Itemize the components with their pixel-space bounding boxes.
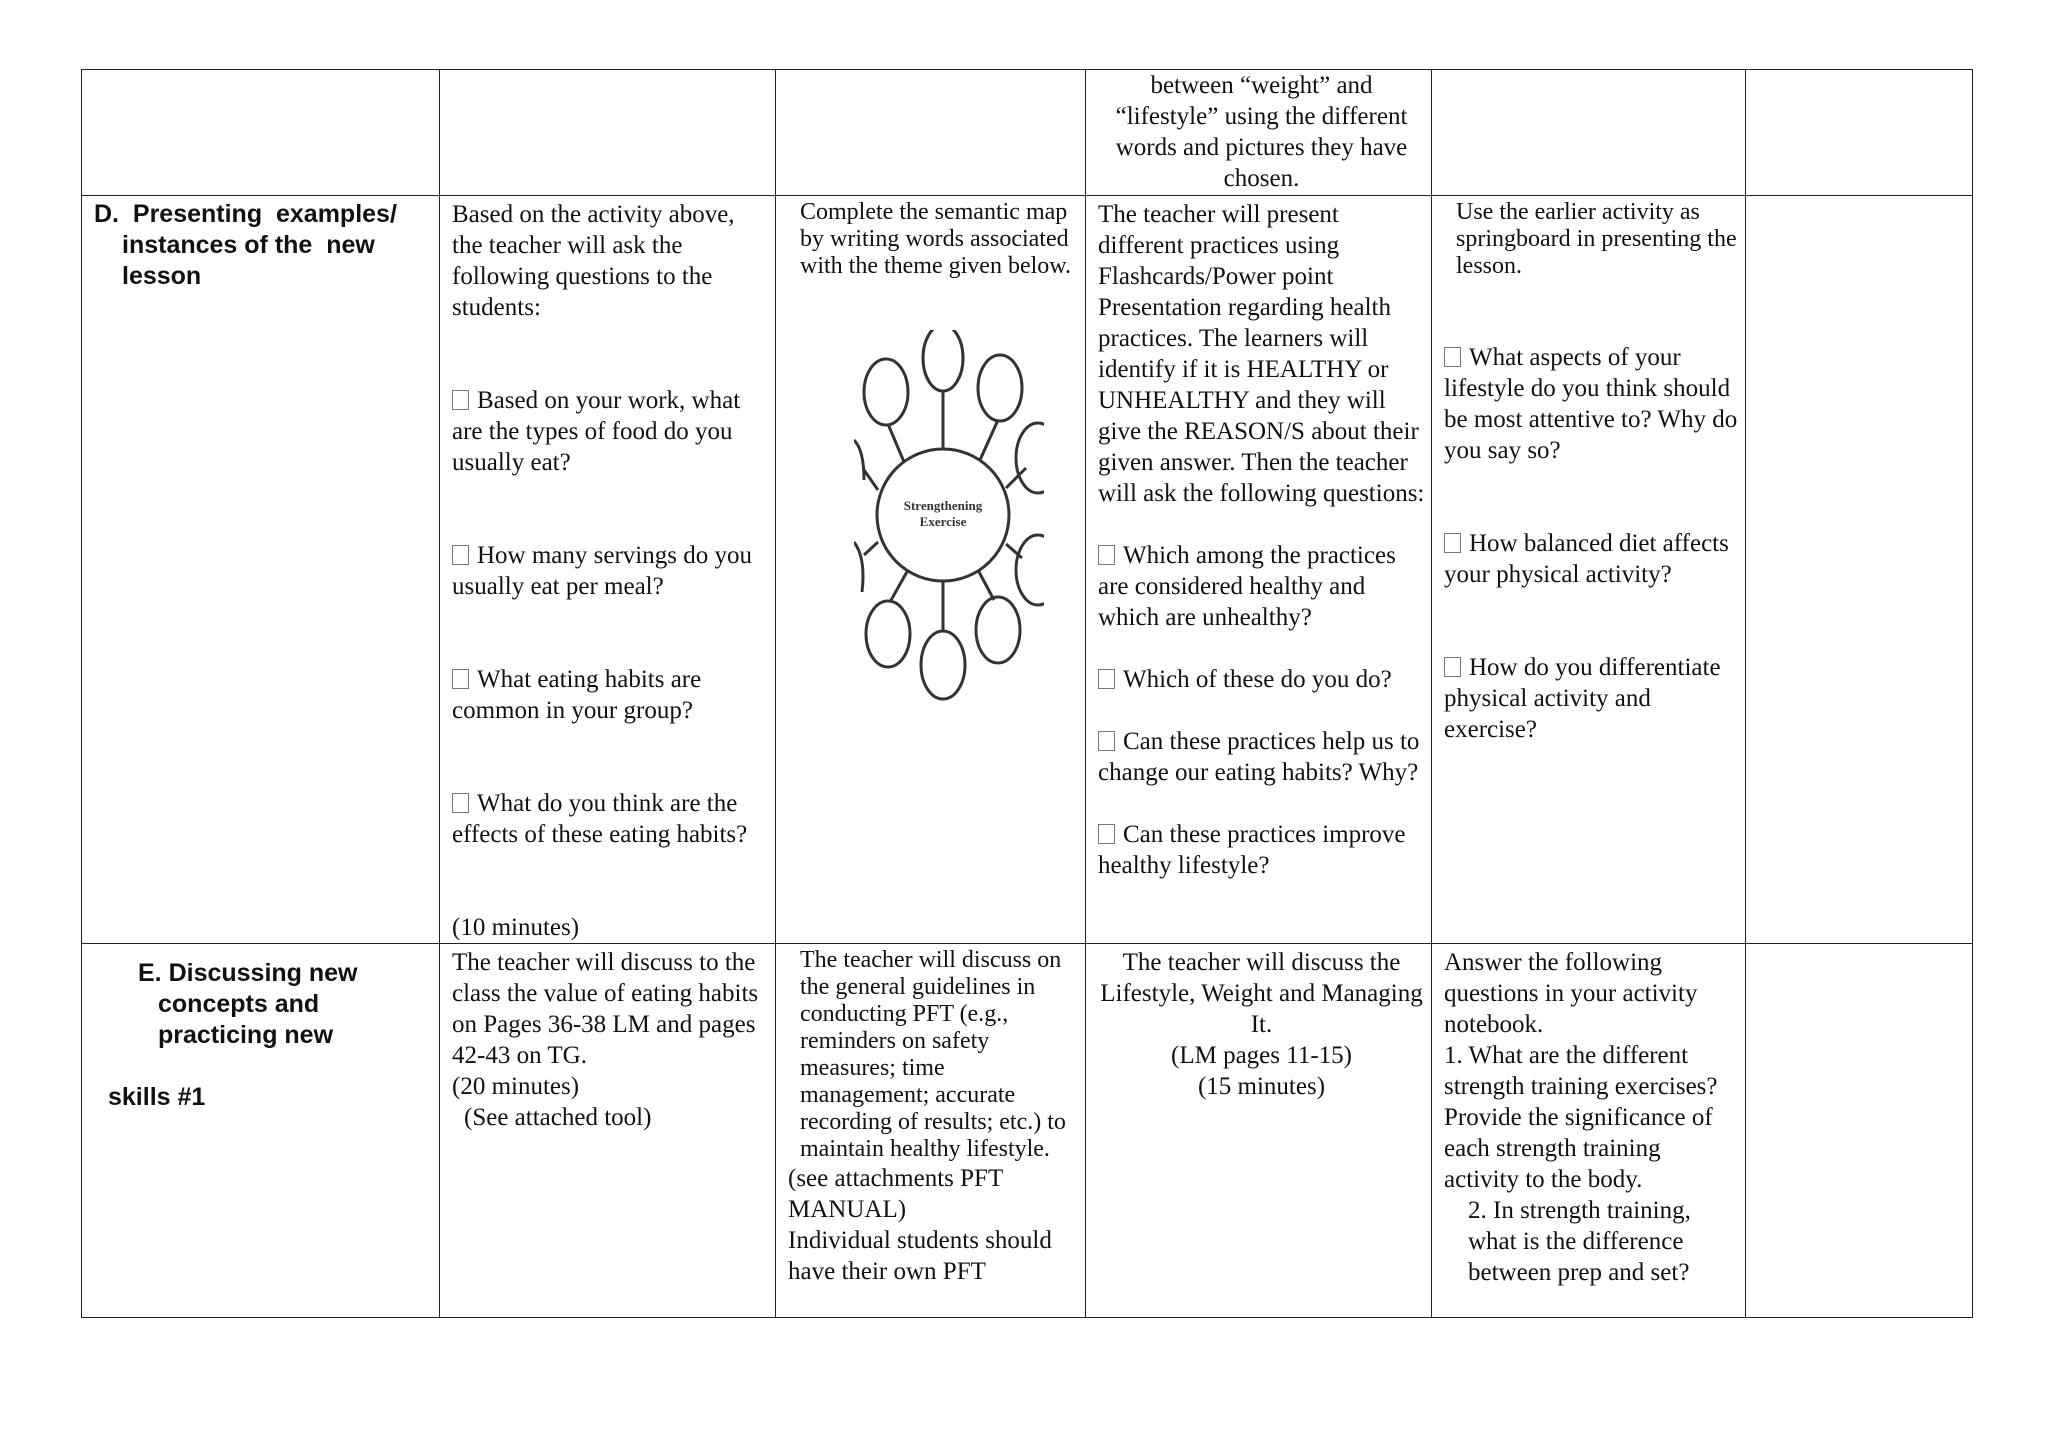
row-d-col4-q2 [1444, 528, 1739, 590]
row-c-col3 [1086, 70, 1432, 196]
row-e-col2-attach: (see attachments PFT MANUAL) [788, 1165, 1010, 1223]
checkbox-bullet-icon [1098, 669, 1115, 689]
row-d-col5 [1746, 196, 1973, 944]
checkbox-bullet-icon [452, 669, 469, 689]
row-d-col1-q4-text: What do you think are the effects of these eating habits? [452, 790, 748, 848]
checkbox-bullet-icon [1444, 347, 1461, 367]
row-e-label-line1: E. Discussing new [138, 959, 358, 987]
row-d-col3-intro: The teacher will present different practices using Flashcards/Power point Presentation regarding health practices. The learners will identify if it is HEALTHY or UNHEALTHY and they will give the REASON/S about their given answer. Then the teacher will ask the following questions: [1098, 201, 1426, 507]
row-d-col2 [776, 196, 1086, 944]
row-c-col2 [776, 70, 1086, 196]
checkbox-bullet-icon [452, 390, 469, 410]
row-e-col4-intro: Answer the following questions in your activity notebook. [1444, 949, 1704, 1038]
semantic-map-bubble [978, 355, 1022, 421]
semantic-map-bubble [864, 359, 908, 425]
row-d-col4-q1-text: What aspects of your lifestyle do you think should be most attentive to? Why do you say so? [1444, 344, 1744, 464]
row-d-col3 [1086, 196, 1432, 944]
row-d-label [82, 196, 440, 944]
semantic-map-bubble [976, 597, 1020, 663]
row-e-col3-line3: (15 minutes) [1197, 1073, 1326, 1100]
checkbox-bullet-icon [1098, 545, 1115, 565]
row-d-col3-q4 [1098, 819, 1425, 881]
row-e-col1-time: (20 minutes) [452, 1073, 580, 1100]
checkbox-bullet-icon [1444, 533, 1461, 553]
row-d-col1 [440, 196, 776, 944]
row-d-col3-q1-text: Which among the practices are considered healthy and which are unhealthy? [1098, 542, 1403, 631]
row-e-col4-q2: 2. In strength training, what is the difference between prep and set? [1468, 1197, 1698, 1286]
row-d-col4-q3 [1444, 652, 1739, 745]
semantic-map-bubble [1016, 535, 1044, 605]
row-e-col3-line1: The teacher will discuss the Lifestyle, Weight and Managing It. [1100, 949, 1429, 1038]
row-d-col4 [1432, 196, 1746, 944]
row-e-col4 [1432, 944, 1746, 1318]
row-e-col5 [1746, 944, 1973, 1318]
row-d [82, 196, 1973, 944]
row-d-col3-q4-text: Can these practices improve healthy lifestyle? [1098, 821, 1412, 879]
row-d-col1-q1-text: Based on your work, what are the types of food do you usually eat? [452, 387, 747, 476]
row-e-col4-q1: 1. What are the different strength training exercises? Provide the significance of each strength training activity to the body. [1444, 1042, 1724, 1193]
row-d-col1-q3-text: What eating habits are common in your group? [452, 666, 708, 724]
checkbox-bullet-icon [1444, 657, 1461, 677]
row-d-col4-intro: Use the earlier activity as springboard in presenting the lesson. [1456, 199, 1743, 279]
row-d-col3-q2-text: Which of these do you do? [1123, 666, 1392, 693]
row-d-col1-q2 [452, 540, 769, 602]
row-d-label-line2: instances of the new lesson [122, 231, 382, 290]
semantic-map-center-label-2: Exercise [919, 514, 967, 529]
row-d-col4-q3-text: How do you differentiate physical activity and exercise? [1444, 654, 1727, 743]
row-e-label-line2: concepts and practicing new [158, 990, 334, 1049]
row-d-col4-q2-text: How balanced diet affects your physical activity? [1444, 530, 1736, 588]
row-e [82, 944, 1973, 1318]
checkbox-bullet-icon [452, 793, 469, 813]
row-d-col1-q3 [452, 664, 769, 726]
row-e-col3 [1086, 944, 1432, 1318]
row-c-col5 [1746, 70, 1973, 196]
semantic-map-bubble [1016, 423, 1044, 493]
row-d-col1-q1 [452, 385, 769, 478]
semantic-map-diagram [854, 330, 1044, 720]
row-c-col3-text: between “weight” and “lifestyle” using the different words and pictures they have chosen. [1115, 72, 1414, 192]
row-c-continuation [82, 70, 1973, 196]
row-d-col3-q2 [1098, 664, 1425, 695]
semantic-map-bubble-top [923, 330, 963, 391]
row-e-col1-text: The teacher will discuss to the class the value of eating habits on Pages 36-38 LM and pages 42-43 on TG. [452, 949, 765, 1069]
row-d-col1-intro: Based on the activity above, the teacher will ask the following questions to the students: [452, 201, 741, 321]
lesson-plan-table [81, 69, 1973, 1318]
semantic-map-center-label-1: Strengthening [903, 498, 983, 513]
row-d-col1-time: (10 minutes) [452, 914, 580, 941]
row-e-label [82, 944, 440, 1318]
row-e-label-line3: skills #1 [108, 1083, 206, 1111]
row-d-label-line1: D. Presenting examples/ [94, 200, 397, 228]
row-e-col3-line2: (LM pages 11-15) [1171, 1042, 1352, 1069]
row-c-col4 [1432, 70, 1746, 196]
row-d-col3-q3-text: Can these practices help us to change our eating habits? Why? [1098, 728, 1426, 786]
semantic-map-bubble [866, 601, 910, 667]
row-c-label-cell [82, 70, 440, 196]
row-d-col3-q3 [1098, 726, 1425, 788]
row-e-col2-text: The teacher will discuss on the general guidelines in conducting PFT (e.g., reminders on safety measures; time management; accurate recording of results; etc.) to maintain healthy lifestyle. [800, 947, 1072, 1162]
checkbox-bullet-icon [1098, 824, 1115, 844]
row-d-col4-q1 [1444, 342, 1744, 466]
row-c-col1 [440, 70, 776, 196]
row-d-col1-q4 [452, 788, 769, 850]
row-e-col2-note: Individual students should have their own PFT [788, 1227, 1059, 1285]
row-d-col2-text: Complete the semantic map by writing words associated with the theme given below. [800, 199, 1075, 279]
checkbox-bullet-icon [1098, 731, 1115, 751]
row-d-col1-q2-text: How many servings do you usually eat per meal? [452, 542, 759, 600]
row-e-col2 [776, 944, 1086, 1318]
semantic-map-bubble-bottom [921, 631, 965, 699]
row-e-col1-note: (See attached tool) [464, 1104, 652, 1131]
row-d-col3-q1 [1098, 540, 1425, 633]
checkbox-bullet-icon [452, 545, 469, 565]
row-e-col1 [440, 944, 776, 1318]
